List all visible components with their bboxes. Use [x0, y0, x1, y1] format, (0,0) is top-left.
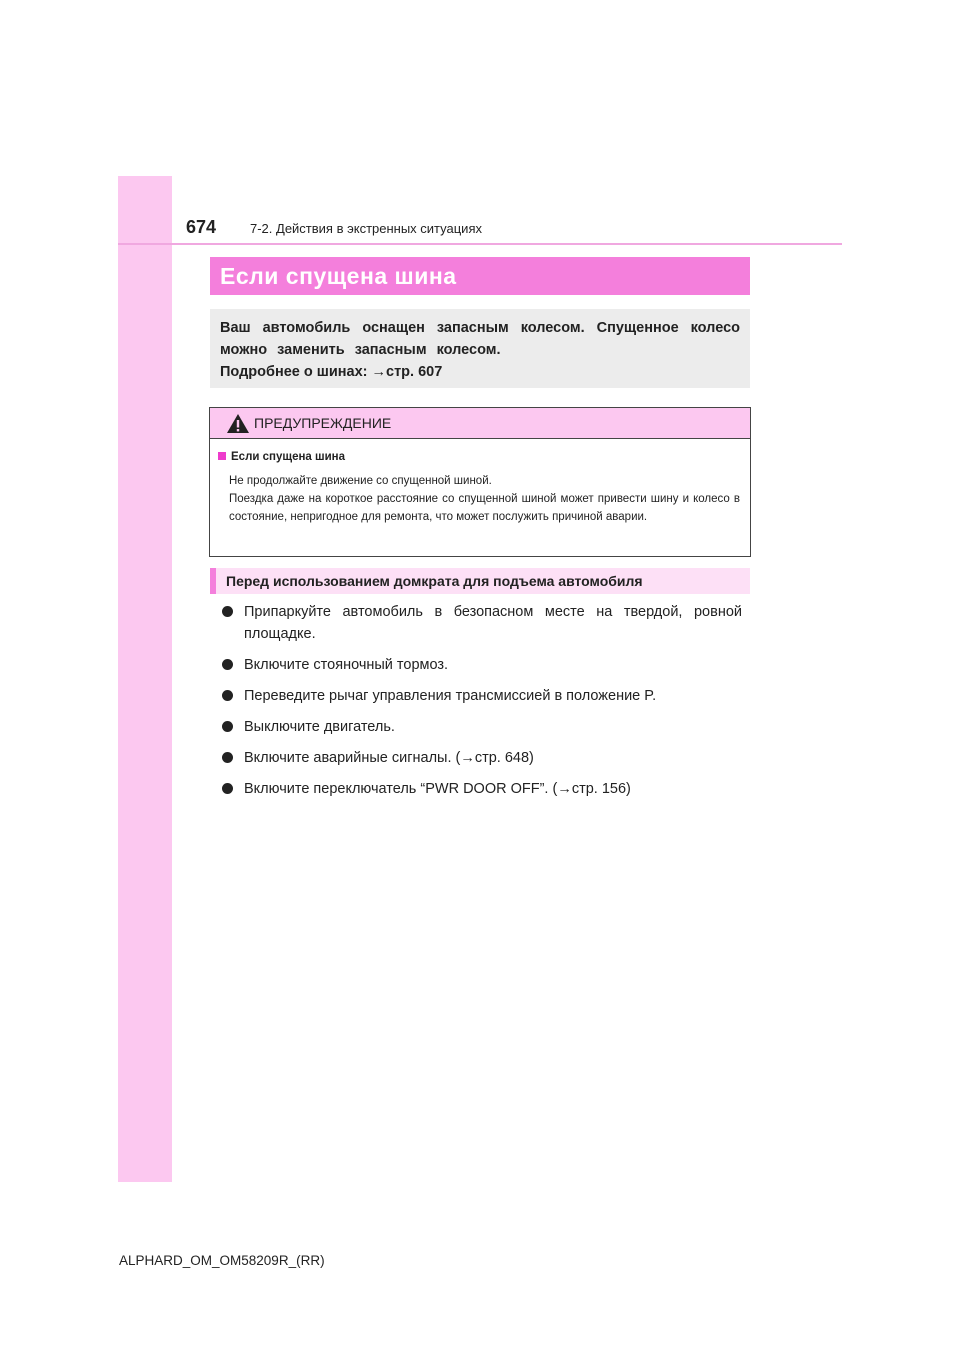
intro-text: Ваш автомобиль оснащен запасным колесом. Спущенное колесо можно заменить запасным колесом. — [220, 320, 740, 358]
list-item: Припаркуйте автомобиль в безопасном месте на твердой, ровной площадке. — [222, 601, 742, 645]
section-title: Если спущена шина — [220, 263, 457, 289]
bullet-dot-icon — [222, 606, 233, 617]
section-title-bar — [210, 257, 750, 295]
bullet-dot-icon — [222, 721, 233, 732]
steps-list — [222, 601, 742, 800]
warning-subheading — [218, 451, 345, 463]
warning-subheading-text: Если спущена шина — [231, 451, 346, 463]
intro-page-reference: Подробнее о шинах: →стр. 607 — [220, 364, 443, 380]
square-bullet-icon — [218, 452, 226, 460]
bullet-dot-icon — [222, 659, 233, 670]
list-item: Включите аварийные сигналы. (→стр. 648) — [222, 747, 742, 769]
intro-box — [210, 309, 750, 388]
footer-doc-code: ALPHARD_OM_OM58209R_(RR) — [119, 1253, 325, 1268]
list-item: Выключите двигатель. — [222, 716, 742, 738]
warning-title: ПРЕДУПРЕЖДЕНИЕ — [254, 415, 392, 431]
bullet-dot-icon — [222, 752, 233, 763]
header-divider — [118, 243, 842, 245]
list-item: Переведите рычаг управления трансмиссией в положение P. — [222, 685, 742, 707]
list-item: Включите переключатель “PWR DOOR OFF”. (→стр. 156) — [222, 778, 742, 800]
bullet-dot-icon — [222, 690, 233, 701]
page-number: 674 — [186, 217, 217, 237]
warning-line-2: Поездка даже на короткое расстояние со спущенной шиной может привести шину и колесо в состояние, непригодное для ремонта, что может послужить причиной аварии. — [229, 493, 740, 523]
list-item: Включите стояночный тормоз. — [222, 654, 742, 676]
subsection-title: Перед использованием домкрата для подъема автомобиля — [226, 573, 643, 589]
warning-line-1: Не продолжайте движение со спущенной шиной. — [229, 475, 492, 487]
warning-body — [229, 472, 740, 526]
side-margin-band — [118, 176, 172, 1182]
warning-triangle-icon — [226, 413, 250, 434]
warning-box — [209, 407, 751, 557]
subsection-bar — [210, 568, 750, 594]
bullet-dot-icon — [222, 783, 233, 794]
running-title: 7-2. Действия в экстренных ситуациях — [250, 221, 482, 236]
warning-header — [210, 408, 750, 439]
